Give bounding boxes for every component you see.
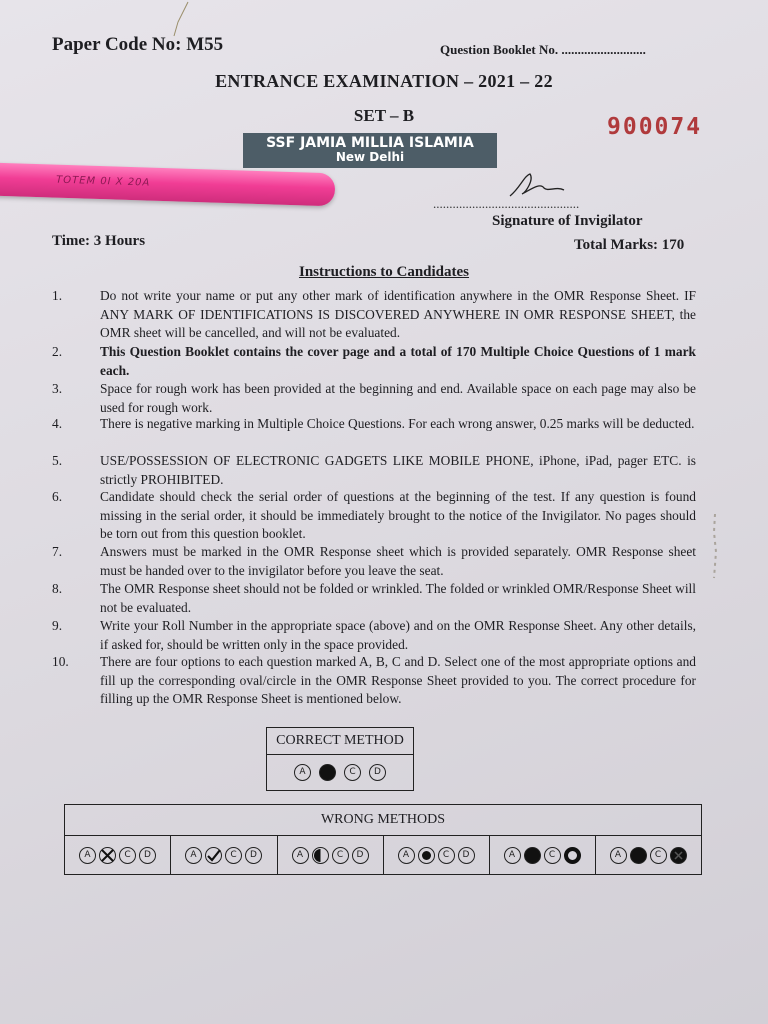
omr-bubble-empty — [352, 847, 369, 864]
omr-bubble-empty — [292, 847, 309, 864]
page-edge-smudge — [708, 512, 722, 582]
omr-bubble-filled — [319, 764, 336, 781]
omr-bubble-letter: C — [654, 849, 662, 860]
wrong-method-example — [170, 836, 278, 874]
omr-bubble-dot — [418, 847, 435, 864]
correct-method-title: CORRECT METHOD — [267, 728, 413, 755]
exam-title: ENTRANCE EXAMINATION – 2021 – 22 — [215, 71, 553, 91]
instruction-text: There is negative marking in Multiple Choice Questions. For each wrong answer, 0.25 marks will be deducted. — [100, 416, 695, 431]
pink-highlighter-pen — [0, 163, 335, 207]
instruction-text: USE/POSSESSION OF ELECTRONIC GADGETS LIKE MOBILE PHONE, iPhone, iPad, pager ETC. is strictly PROHIBITED. — [100, 453, 696, 487]
omr-bubble-filled — [630, 847, 647, 864]
instruction-text: Candidate should check the serial order of questions at the beginning of the test. If any question is found missing in the serial order, it should be immediately brought to the notice of the Invigilator. No pages should be torn out from this question booklet. — [100, 489, 696, 542]
pen-label: TOTEM 0I X 20A — [55, 174, 151, 189]
omr-bubble-empty — [438, 847, 455, 864]
omr-bubble-letter: A — [402, 849, 410, 860]
omr-bubble-empty — [139, 847, 156, 864]
serial-number: 900074 — [607, 114, 703, 140]
omr-bubble-ring — [564, 847, 581, 864]
omr-bubble-filled — [524, 847, 541, 864]
instruction-text: The OMR Response sheet should not be folded or wrinkled. The folded or wrinkled OMR/Response Sheet will not be evaluated. — [100, 581, 696, 615]
exam-time: Time: 3 Hours — [52, 233, 146, 249]
omr-bubble-empty — [650, 847, 667, 864]
instruction-number: 7. — [52, 544, 63, 559]
omr-bubble-letter: C — [336, 849, 344, 860]
wrong-methods-title: WRONG METHODS — [65, 805, 701, 836]
institution-stamp — [243, 133, 497, 168]
omr-bubble-filled-x — [670, 847, 687, 864]
omr-bubble-letter: D — [374, 767, 381, 777]
wrong-method-example — [277, 836, 384, 874]
instruction-number: 4. — [52, 416, 63, 431]
omr-bubble-letter: C — [124, 849, 131, 860]
omr-bubble-letter: C — [230, 849, 237, 860]
instruction-text: Answers must be marked in the OMR Response sheet which is provided separately. OMR Response sheet must be handed over to the invigilator before you leave the seat. — [100, 544, 696, 578]
omr-bubble-empty — [225, 847, 242, 864]
omr-bubble-letter: D — [144, 849, 151, 860]
omr-bubble-empty — [119, 847, 136, 864]
omr-bubble-letter: A — [296, 849, 304, 860]
omr-bubble-letter: A — [84, 849, 91, 860]
set-label: SET – B — [353, 106, 415, 125]
instruction-number: 5. — [52, 453, 63, 468]
wrong-method-example — [65, 836, 171, 874]
omr-bubble-empty — [344, 764, 361, 781]
instruction-text: This Question Booklet contains the cover page and a total of 170 Multiple Choice Questions of 1 mark each. — [100, 344, 696, 378]
instruction-number: 1. — [52, 288, 63, 303]
omr-bubble-letter: D — [356, 849, 364, 860]
instruction-number: 8. — [52, 581, 63, 596]
stamp-line-1: SSF JAMIA MILLIA ISLAMIA — [266, 135, 474, 151]
omr-bubble-empty — [185, 847, 202, 864]
instruction-number: 3. — [52, 381, 63, 396]
instructions-title: Instructions to Candidates — [298, 264, 470, 280]
omr-bubble-cross — [99, 847, 116, 864]
omr-bubble-empty — [610, 847, 627, 864]
omr-bubble-empty — [79, 847, 96, 864]
instruction-text: Do not write your name or put any other mark of identification anywhere in the OMR Response Sheet. IF ANY MARK OF IDENTIFICATIONS IS DISCOVERED ANYWHERE IN OMR RESPONSE SHEET, the OMR sheet will be cancelled, and will not be evaluated. — [100, 288, 696, 341]
omr-bubble-letter: C — [442, 849, 450, 860]
omr-bubble-letter: A — [299, 767, 306, 777]
omr-bubble-empty — [294, 764, 311, 781]
omr-bubble-letter: C — [349, 767, 356, 777]
stamp-line-2: New Delhi — [335, 150, 405, 164]
omr-bubble-empty — [398, 847, 415, 864]
signature-label: Signature of Invigilator — [492, 213, 643, 229]
instruction-text: There are four options to each question marked A, B, C and D. Select one of the most appropriate options and fill up the corresponding oval/circle in the OMR Response Sheet provided to you. The correct procedure for filling up the OMR Response Sheet is mentioned below. — [100, 654, 696, 707]
omr-bubble-letter: A — [614, 849, 622, 860]
omr-bubble-empty — [369, 764, 386, 781]
wrong-method-example — [383, 836, 490, 874]
omr-bubble-letter: A — [190, 849, 197, 860]
signature-line: ............................................. — [433, 196, 580, 211]
instruction-text: Write your Roll Number in the appropriate space (above) and on the OMR Response Sheet. Any other details, if asked for, should be written only in the space provided. — [100, 618, 696, 652]
wrong-method-example — [595, 836, 701, 874]
total-marks: Total Marks: 170 — [574, 237, 685, 253]
omr-bubble-empty — [544, 847, 561, 864]
omr-bubble-letter: D — [250, 849, 257, 860]
omr-bubble-letter: C — [548, 849, 556, 860]
paper-code: Paper Code No: M55 — [52, 34, 224, 55]
correct-method-options — [267, 755, 413, 790]
instruction-number: 6. — [52, 489, 63, 504]
instruction-number: 9. — [52, 618, 63, 633]
correct-method-box — [266, 727, 414, 791]
omr-bubble-empty — [245, 847, 262, 864]
omr-bubble-tick — [205, 847, 222, 864]
instruction-number: 2. — [52, 344, 63, 359]
instruction-text: Space for rough work has been provided at the beginning and end. Available space on each page may also be used for rough work. — [100, 381, 696, 415]
wrong-method-example — [489, 836, 596, 874]
omr-bubble-empty — [458, 847, 475, 864]
omr-bubble-half — [312, 847, 329, 864]
instruction-number: 10. — [52, 654, 69, 669]
omr-bubble-empty — [504, 847, 521, 864]
omr-bubble-letter: A — [508, 849, 516, 860]
omr-bubble-empty — [332, 847, 349, 864]
omr-bubble-letter: D — [462, 849, 470, 860]
wrong-methods-box — [64, 804, 702, 875]
question-booklet-number: Question Booklet No. .......................... — [440, 42, 646, 57]
